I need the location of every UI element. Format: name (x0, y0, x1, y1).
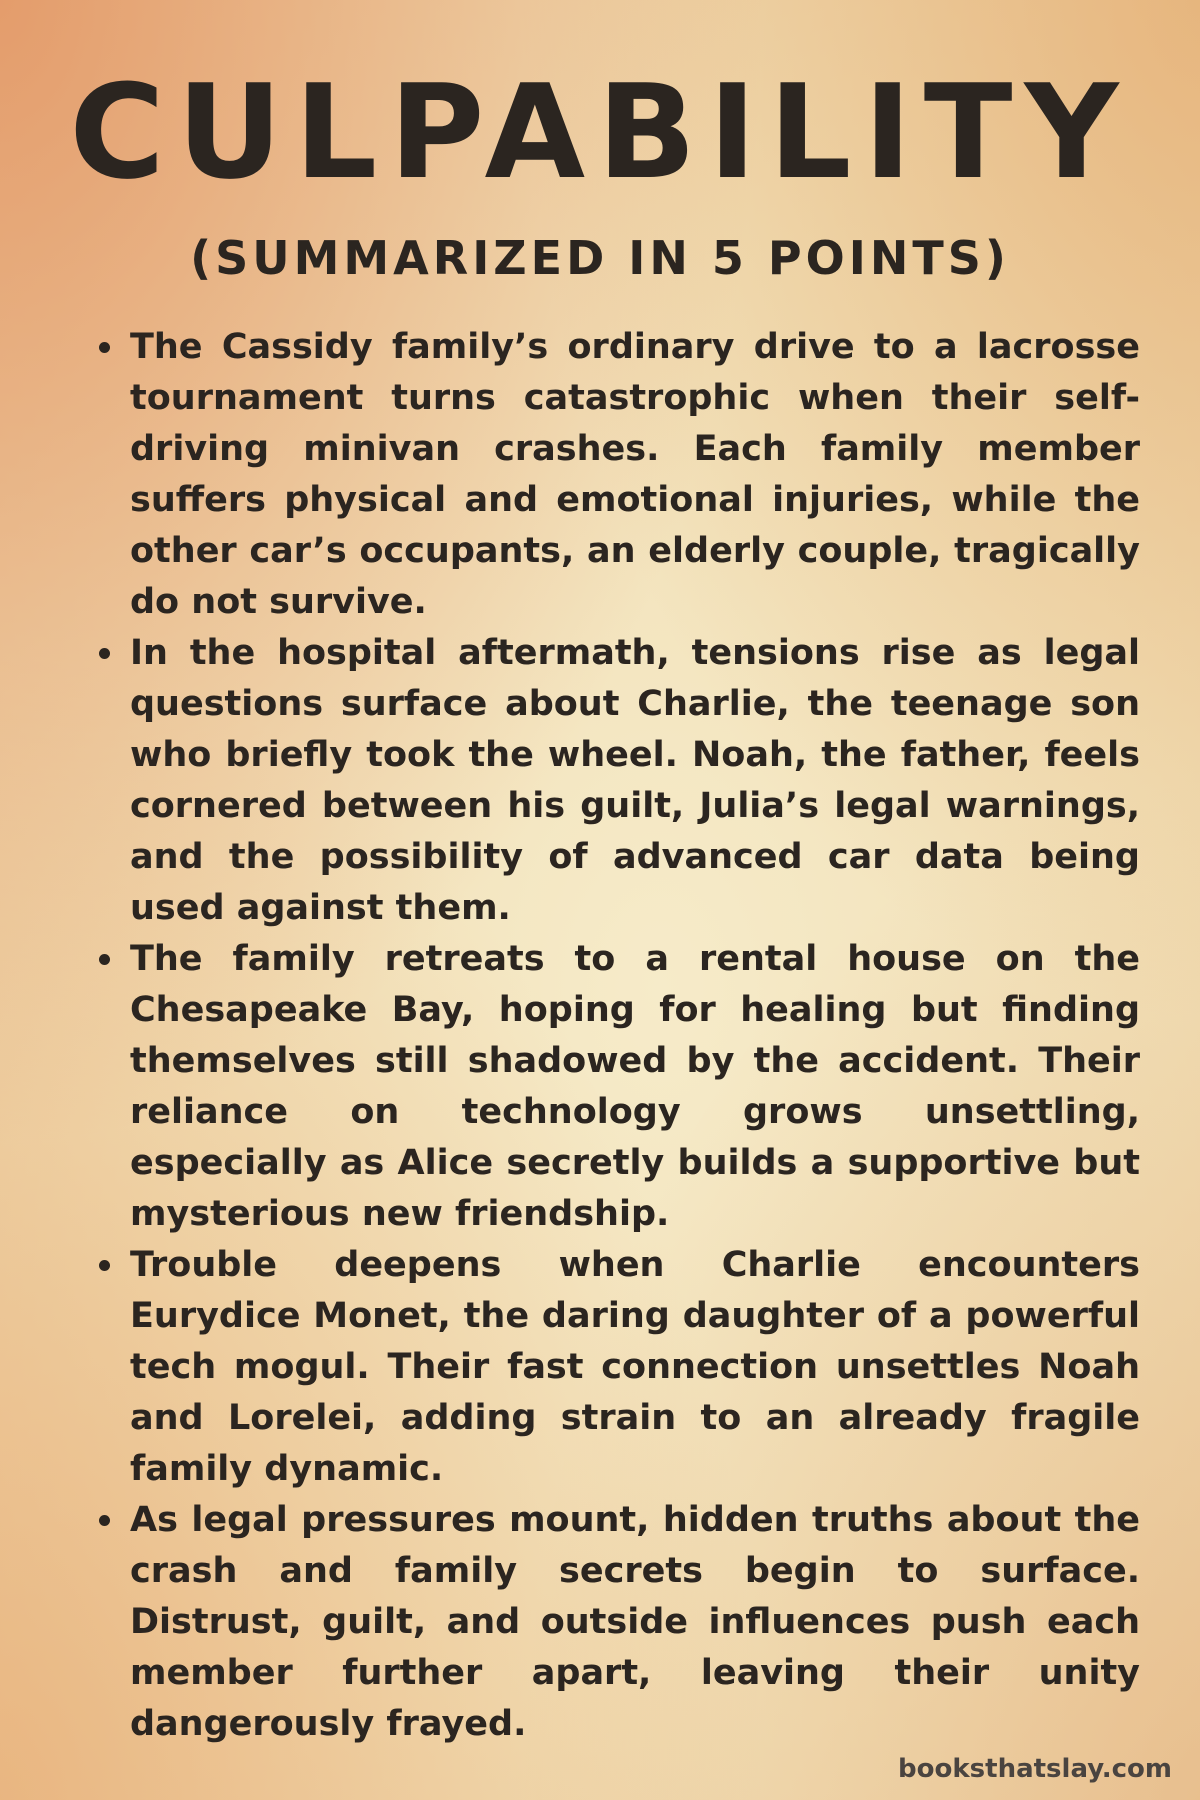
page-subtitle: (SUMMARIZED IN 5 POINTS) (190, 231, 1010, 285)
site-watermark: booksthatslay.com (898, 1754, 1172, 1784)
summary-point-1 (130, 322, 1140, 628)
bullet-icon (99, 954, 110, 965)
page-title: CULPABILITY (69, 56, 1131, 208)
summary-point-text: As legal pressures mount, hidden truths about the crash and family secrets begin to surface. Distrust, guilt, and outside influences push each member further apart, leaving their unity dangerously frayed. (130, 1500, 1140, 1744)
summary-point-2 (130, 628, 1140, 934)
summary-point-text: In the hospital aftermath, tensions rise as legal questions surface about Charlie, the teenage son who briefly took the wheel. Noah, the father, feels cornered between his guilt, Julia’s legal warnings, and the possibility of advanced car data being used against them. (130, 633, 1140, 928)
summary-point-text: The Cassidy family’s ordinary drive to a lacrosse tournament turns catastrophic when their self-driving minivan crashes. Each family member suffers physical and emotional injuries, while the other car’s occupants, an elderly couple, tragically do not survive. (130, 327, 1140, 622)
bullet-icon (99, 648, 110, 659)
summary-points-list (130, 322, 1140, 1750)
bullet-icon (99, 342, 110, 353)
summary-point-4 (130, 1240, 1140, 1495)
bullet-icon (99, 1260, 110, 1271)
summary-point-5 (130, 1495, 1140, 1750)
summary-point-text: Trouble deepens when Charlie encounters Eurydice Monet, the daring daughter of a powerful tech mogul. Their fast connection unsettles Noah and Lorelei, adding strain to an already fragile family dynamic. (130, 1245, 1140, 1489)
summary-point-text: The family retreats to a rental house on the Chesapeake Bay, hoping for healing but finding themselves still shadowed by the accident. Their reliance on technology grows unsettling, especially as Alice secretly builds a supportive but mysterious new friendship. (130, 939, 1140, 1234)
bullet-icon (99, 1515, 110, 1526)
summary-point-3 (130, 934, 1140, 1240)
